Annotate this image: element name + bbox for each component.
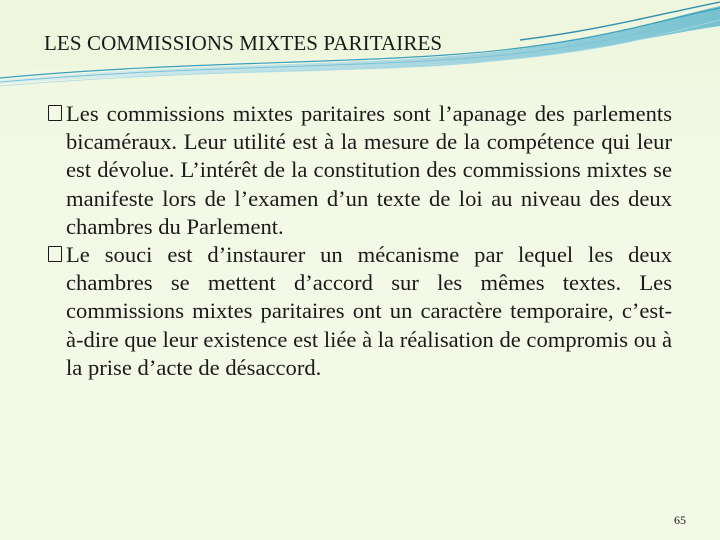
page-number: 65	[674, 513, 686, 527]
missing-glyph-icon	[48, 105, 62, 121]
bullet-text: Les commissions mixtes paritaires sont l’apanage des parlements bicaméraux. Leur utilité est à la mesure de la compétence qui leur est dévolue. L’intérêt de la constitution des commissions mixtes se manifeste lors de l’examen d’un texte de loi au niveau des deux chambres du Parlement.	[66, 101, 672, 239]
bullet-item	[48, 100, 672, 241]
bullet-text: Le souci est d’instaurer un mécanisme par lequel les deux chambres se mettent d’accord sur les mêmes textes. Les commissions mixtes paritaires ont un caractère temporaire, c’est-à-dire que leur existence est liée à la réalisation de compromis ou à la prise d’acte de désaccord.	[66, 242, 673, 380]
slide-title: LES COMMISSIONS MIXTES PARITAIRES	[44, 31, 443, 55]
missing-glyph-icon	[48, 246, 62, 262]
bullet-item	[48, 241, 672, 382]
slide-content	[48, 100, 672, 382]
